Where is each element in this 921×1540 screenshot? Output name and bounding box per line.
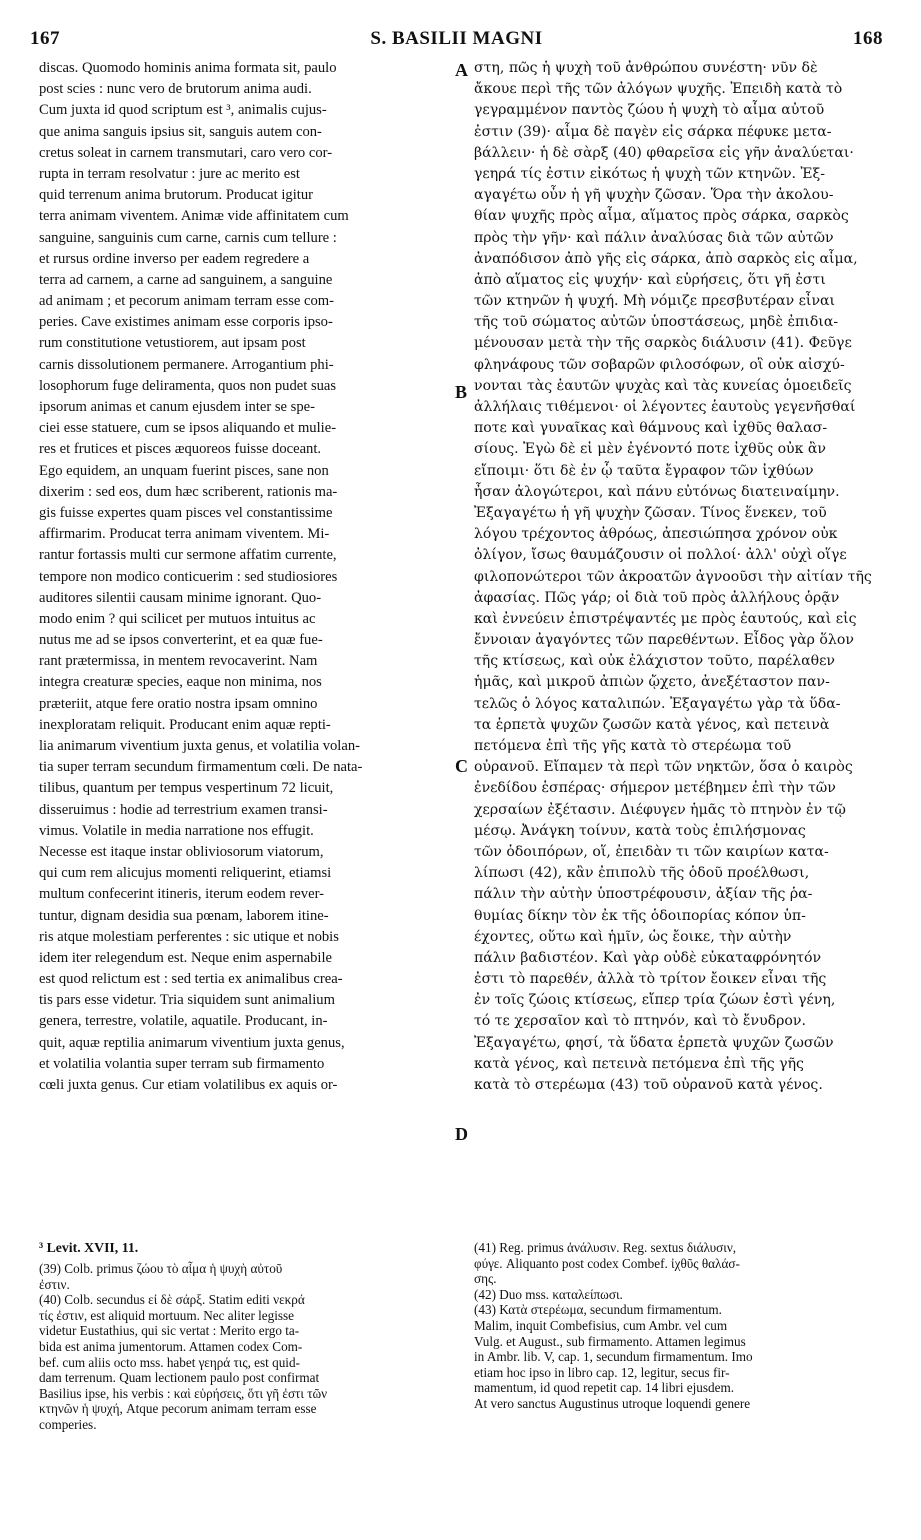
latin-text-line: quid terrenum anima brutorum. Producat igitur: [39, 187, 313, 204]
greek-text-line: μένουσαν μετὰ τὴν τῆς σαρκὸς διάλυσιν (41). Φεῦγε: [474, 335, 852, 352]
latin-text-line: multum confecerint itineris, iterum eodem rever-: [39, 886, 324, 903]
margin-marker-c: C: [455, 756, 468, 776]
page-number-right: 168: [853, 28, 883, 49]
latin-text-line: idem iter relegendum est. Neque enim aspernabile: [39, 949, 332, 966]
greek-column: [474, 58, 884, 1096]
latin-text-line: tis pars esse videtur. Tria siquidem sunt animalium: [39, 992, 335, 1009]
greek-text-line: ἐνεδίδου ἑσπέρας· σήμερον μετέβημεν ἐπὶ τὴν τῶν: [474, 780, 836, 797]
greek-text-line: θυμίας δίκην τὸν ἐκ τῆς ὁδοιπορίας κόπον ὑπ-: [474, 907, 806, 924]
latin-text-line: vimus. Volatile in media narratione nos effugit.: [39, 822, 314, 839]
greek-text-line: σίους. Ἐγὼ δὲ εἰ μὲν ἐγένοντό ποτε ἰχθῦς οὐκ ἂν: [474, 441, 826, 458]
footnote-line: Basilius ipse, his verbis : καὶ εὑρήσεις, ὅτι γῆ ἐστι τῶν: [39, 1385, 328, 1401]
running-title: S. BASILII MAGNI: [370, 28, 543, 49]
footnote-line: Malim, inquit Combefisius, cum Ambr. vel cum: [474, 1317, 728, 1333]
footnote-line: κτηνῶν ἡ ψυχή, Atque pecorum animam terram esse: [39, 1401, 317, 1417]
latin-text-line: affirmarim. Producat terra animam viventem. Mi-: [39, 526, 330, 543]
footnotes-right: [474, 1240, 886, 1412]
footnote-line: bef. cum aliis octo mss. habet γεηρά τις, est quid-: [39, 1354, 300, 1370]
greek-text-line: πάλιν τὴν αὐτὴν ὑποστρέφουσιν, ἀξίαν τῆς ῥα-: [474, 886, 813, 903]
greek-text-line: τῆς κτίσεως, καὶ οὐκ ἐλάχιστον τοῦτο, παρέλαθεν: [474, 653, 835, 670]
margin-marker-d: D: [455, 1124, 468, 1144]
greek-text-line: ἐστι τὸ παρεθέν, ἀλλὰ τὸ τρίτον ἔοικεν εἶναι τῆς: [474, 971, 827, 988]
greek-text-line: καὶ ἐννεύειν ἐπιστρέψαντές με πρὸς ἑαυτούς, καὶ εἰς: [474, 610, 857, 627]
footnote-line: videtur Eustathius, qui sic vertat : Merito ergo ta-: [39, 1323, 300, 1339]
greek-text-line: ἀφασίας. Πῶς γάρ; οἱ διὰ τοῦ πρὸς ἀλλήλους ὁρᾷν: [474, 589, 840, 606]
greek-text-line: βάλλειν· ἡ δὲ σὰρξ (40) φθαρεῖσα εἰς γῆν ἀναλύεται·: [474, 144, 854, 161]
latin-text-line: tempore non modico conticuerim : sed studiosiores: [39, 568, 338, 585]
latin-text-line: sanguine, sanguinis cum carne, carnis cum tellure :: [39, 229, 337, 246]
greek-text-line: ἄκουε περὶ τῆς τῶν ἀλόγων ψυχῆς. Ἐπειδὴ κατὰ τὸ: [474, 81, 843, 98]
latin-text-line: tia super terram secundum firmamentum cœli. De nata-: [39, 759, 363, 776]
latin-text-line: nutus me ad se ipsos converterint, et ea quæ fue-: [39, 632, 323, 649]
footnote-line: ³ Levit. XVII, 11.: [39, 1240, 139, 1255]
latin-column: [39, 58, 451, 1096]
latin-text-line: præteriit, atque fere oratio nostra ipsam omnino: [39, 695, 318, 712]
latin-text-line: discas. Quomodo hominis anima formata sit, paulo: [39, 60, 337, 76]
latin-text-line: rant prætermissa, in mentem revocaverint. Nam: [39, 653, 318, 670]
greek-text-line: τό τε χερσαῖον καὶ τὸ πτηνόν, καὶ τὸ ἔνυδρον.: [474, 1013, 806, 1030]
greek-text-line: ἐν τοῖς ζώοις κτίσεως, εἴπερ τρία ζώων ἐστὶ γένη,: [474, 992, 836, 1009]
footnote-line: mamentum, id quod repetit cap. 14 libri ejusdem.: [474, 1380, 735, 1396]
footnote-line: (39) Colb. primus ζώου τὸ αἷμα ἡ ψυχὴ αὐτοῦ: [39, 1261, 283, 1276]
latin-text-line: et volatilia volantia super terram sub firmamento: [39, 1055, 325, 1072]
footnote-line: dam terrenum. Quam lectionem paulo post confirmat: [39, 1370, 320, 1386]
footnote-line: (42) Duo mss. καταλείπωσι.: [474, 1286, 623, 1302]
latin-text-line: terra animam viventem. Animæ vide affinitatem cum: [39, 208, 349, 225]
greek-text-line: κατὰ τὸ στερέωμα (43) τοῦ οὐρανοῦ κατὰ γένος.: [474, 1077, 823, 1093]
greek-text-line: φιλοπονώτεροι τῶν ἀκροατῶν ἀγνοοῦσι τὴν αἰτίαν τῆς: [474, 568, 872, 585]
latin-text-line: rum constitutione vetustiorem, aut ipsam post: [39, 335, 306, 352]
latin-text-line: cretus soleat in carnem transmutari, caro vero cor-: [39, 144, 333, 161]
footnotes-left: [39, 1240, 454, 1433]
greek-text-line: ὀλίγον, ἴσως θαυμάζουσιν οἱ πολλοί· ἀλλ' οὐχὶ οἵγε: [474, 547, 847, 564]
greek-text-line: πετόμενα ἐπὶ τῆς γῆς κατὰ τὸ στερέωμα τοῦ: [474, 738, 792, 754]
greek-text-line: πάλιν βαδιστέον. Καὶ γὰρ οὐδὲ εὐκαταφρόνητόν: [474, 949, 822, 966]
footnote-line: ἐστιν.: [39, 1276, 70, 1292]
greek-text-line: ἡμᾶς, καὶ μικροῦ ἀπιὼν ᾤχετο, ἀνεξέταστον παν-: [474, 674, 830, 691]
latin-text-line: Cum juxta id quod scriptum est ³, animalis cujus-: [39, 102, 327, 119]
latin-text-line: rupta in terram resolvatur : jure ac merito est: [39, 165, 300, 182]
latin-text-line: est quod relictum est : sed tertia ex animalibus crea-: [39, 971, 343, 988]
footnote-line: Vulg. et August., sub firmamento. Attamen legimus: [474, 1333, 746, 1349]
greek-text-line: Ἐξαγαγέτω, φησί, τὰ ὕδατα ἑρπετὰ ψυχῶν ζωσῶν: [474, 1034, 834, 1051]
latin-text-line: cœli juxta genus. Cur etiam volatilibus ex aquis or-: [39, 1077, 338, 1093]
latin-text-line: inexploratam reliquit. Producant enim aquæ repti-: [39, 716, 331, 733]
latin-text-line: losophorum fuge deliramenta, quos non pudet suas: [39, 377, 337, 394]
latin-text-line: ris atque molestiam perferentes : sic utique et nobis: [39, 928, 339, 945]
greek-text-line: ἀπὸ αἵματος εἰς ψυχήν· καὶ εὑρήσεις, ὅτι γῆ ἐστι: [474, 271, 826, 288]
latin-text-line: res et frutices et pisces æquoreos fuisse doceant.: [39, 441, 322, 458]
margin-marker-a: A: [455, 60, 468, 80]
latin-text-line: Ego equidem, an unquam fuerint pisces, sane non: [39, 462, 329, 479]
footnote-line: σης.: [474, 1271, 497, 1287]
greek-text-line: ποτε καὶ γυναῖκας καὶ θάμνους καὶ ἰχθῦς θαλασ-: [474, 420, 828, 437]
footnote-line: comperies.: [39, 1416, 97, 1432]
latin-text-line: quit, aquæ reptilia animarum viventium juxta genus,: [39, 1034, 345, 1051]
greek-text-line: έχοντες, οὕτω καὶ ἡμῖν, ὡς ἔοικε, τὴν αὐτὴν: [474, 928, 792, 945]
latin-text-line: peries. Cave existimes animam esse corporis ipso-: [39, 314, 333, 331]
latin-text-line: gis fuisse expertes quam pisces vel constantissime: [39, 504, 333, 521]
greek-text-line: πρὸς τὴν γῆν· καὶ πάλιν ἀναλύσας διὰ τῶν αὐτῶν: [474, 229, 834, 246]
footnote-line: in Ambr. lib. V, cap. 1, secundum firmamentum. Imo: [474, 1349, 753, 1365]
latin-text-line: integra creaturæ species, eaque non minima, nos: [39, 674, 322, 691]
greek-text-line: γεηρά τίς ἐστιν εἰκότως ἡ ψυχὴ τῶν κτηνῶν. Ἐξ-: [474, 165, 826, 182]
latin-text-line: auditores silentii causam minime ignorant. Quo-: [39, 589, 322, 606]
greek-text-line: ἀναπόδισον ἀπὸ γῆς εἰς σάρκα, ἀπὸ σαρκὸς εἰς αἷμα,: [474, 250, 858, 267]
latin-text-line: carnis dissolutionem permanere. Arrogantium phi-: [39, 356, 334, 373]
greek-text-line: κατὰ γένος, καὶ πετεινὰ πετόμενα ἐπὶ τῆς γῆς: [474, 1055, 804, 1072]
footnote-line: etiam hoc ipso in libro cap. 12, legitur, secus fir-: [474, 1364, 730, 1380]
footnote-line: φύγε. Aliquanto post codex Combef. ἰχθῦς θαλάσ-: [474, 1255, 740, 1271]
page-header: [30, 10, 883, 50]
latin-text-line: ipsorum animas et canum ejusdem inter se spe-: [39, 399, 315, 415]
greek-text-line: ἦσαν ἀλογώτεροι, καὶ πάνυ εὐτόνως διατειναίμην.: [474, 483, 840, 500]
greek-text-line: εἴποιμι· ὅτι δὲ ἐν ᾧ ταῦτα ἔγραφον τῶν ἰχθύων: [474, 462, 814, 479]
greek-text-line: τῶν κτηνῶν ἡ ψυχή. Μὴ νόμιζε πρεσβυτέραν εἶναι: [474, 293, 836, 310]
greek-text-line: οὐρανοῦ. Εἴπαμεν τὰ περὶ τῶν νηκτῶν, ὅσα ὁ καιρὸς: [474, 759, 853, 776]
latin-text-line: disseruimus : hodie ad terrestrium examen transi-: [39, 801, 328, 818]
greek-text-line: λόγου τρέχοντος ἀθρόως, ἀπεσιώπησα χρόνον οὐκ: [474, 526, 838, 543]
greek-text-line: τῆς τοῦ σώματος αὐτῶν ὑποστάσεως, μηδὲ ἐπιδια-: [474, 314, 839, 331]
page-number-left: 167: [30, 28, 60, 49]
footnote-line: bida est anima jumentorum. Attamen codex Com-: [39, 1338, 303, 1354]
greek-text-line: τελῶς ὁ λόγος καταλιπών. Ἐξαγαγέτω γὰρ τὰ ὕδα-: [474, 695, 841, 712]
greek-text-line: ἔννοιαν ἀγαγόντες τῶν παρεθέντων. Εἶδος γὰρ ὅλον: [474, 632, 854, 649]
footnote-line: (43) Κατὰ στερέωμα, secundum firmamentum.: [474, 1302, 722, 1318]
footnote-line: (41) Reg. primus ἀνάλυσιν. Reg. sextus διάλυσιν,: [474, 1240, 737, 1255]
greek-text-line: λίπωσι (42), κἂν ἐπιπολὺ τῆς ὁδοῦ προέλθωσι,: [474, 865, 810, 882]
greek-text-line: φληνάφους τῶν σοβαρῶν φιλοσόφων, οἳ οὐκ αἰσχύ-: [474, 356, 845, 373]
latin-text-line: tilibus, quantum per tempus vespertinum 72 licuit,: [39, 780, 334, 797]
footnote-line: (40) Colb. secundus εἰ δὲ σάρξ. Statim editi νεκρά: [39, 1292, 305, 1308]
greek-text-line: γεγραμμένον παντὸς ζώου ἡ ψυχὴ τὸ αἷμα αὐτοῦ: [474, 102, 825, 119]
latin-text-line: qui cum rem alicujus momenti reliquerint, etiamsi: [39, 865, 332, 882]
greek-text-line: αγαγέτω οὖν ἡ γῆ ψυχὴν ζῶσαν. Ὅρα τὴν ἀκολου-: [474, 187, 834, 204]
greek-text-line: στη, πῶς ἡ ψυχὴ τοῦ ἀνθρώπου συνέστη· νῦν δὲ: [474, 60, 818, 76]
greek-text-line: τα ἑρπετὰ ψυχῶν ζωσῶν κατὰ γένος, καὶ πετεινὰ: [474, 716, 830, 733]
latin-text-line: terra ad carnem, a carne ad sanguinem, a sanguine: [39, 271, 333, 288]
footnote-line: τίς ἐστιν, est aliquid mortuum. Nec aliter legisse: [39, 1307, 295, 1323]
greek-text-line: Ἐξαγαγέτω ἡ γῆ ψυχὴν ζῶσαν. Τίνος ἕνεκεν, τοῦ: [474, 504, 827, 521]
latin-text-line: ad animam ; et pecorum animam terram esse com-: [39, 293, 335, 310]
latin-text-line: rantur fortassis multi cur sermone affatim currente,: [39, 547, 337, 564]
latin-text-line: dixerim : sed eos, dum hæc scriberent, rationis ma-: [39, 483, 338, 500]
latin-text-line: genera, terrestre, volatile, aquatile. Producant, in-: [39, 1013, 328, 1030]
footnote-line: At vero sanctus Augustinus utroque loquendi genere: [474, 1395, 751, 1411]
greek-text-line: χερσαίων ἐξέτασιν. Διέφυγεν ἡμᾶς τὸ πτηνὸν ἐν τῷ: [474, 801, 846, 818]
latin-text-line: et rursus ordine inverso per eadem regredere a: [39, 250, 310, 267]
greek-text-line: ἐστιν (39)· αἷμα δὲ παγὲν εἰς σάρκα πέφυκε μετα-: [474, 123, 832, 140]
margin-marker-b: B: [455, 382, 468, 402]
latin-text-line: modo enim ? qui scilicet per mutuos intuitus ac: [39, 610, 316, 627]
latin-text-line: post scies : nunc vero de brutorum anima audi.: [39, 81, 312, 98]
greek-text-line: τῶν ὁδοιπόρων, οἵ, ἐπειδὰν τι τῶν καιρίων κατα-: [474, 843, 829, 860]
greek-text-line: μέσῳ. Ἀνάγκη τοίνυν, κατὰ τοὺς ἐπιλήσμονας: [474, 822, 806, 839]
greek-text-line: νονται τὰς ἑαυτῶν ψυχὰς καὶ τὰς κυνείας ὁμοειδεῖς: [474, 377, 852, 394]
latin-text-line: lia animarum viventium juxta genus, et volatilia volan-: [39, 738, 360, 754]
latin-text-line: ciei esse statuere, cum se ipsos aliquando et mulie-: [39, 420, 337, 437]
latin-text-line: Necesse est itaque instar obliviosorum viatorum,: [39, 843, 324, 860]
greek-text-line: ἀλλήλαις τιθέμενοι· οἱ λέγοντες ἑαυτοὺς γεγενῆσθαί: [474, 399, 856, 415]
latin-text-line: que anima sanguis ipsius sit, sanguis autem con-: [39, 123, 322, 140]
latin-text-line: tuntur, dignam desidia sua pœnam, laborem itine-: [39, 907, 329, 924]
greek-text-line: θίαν ψυχῆς πρὸς αἷμα, αἵματος πρὸς σάρκα, σαρκὸς: [474, 208, 849, 225]
